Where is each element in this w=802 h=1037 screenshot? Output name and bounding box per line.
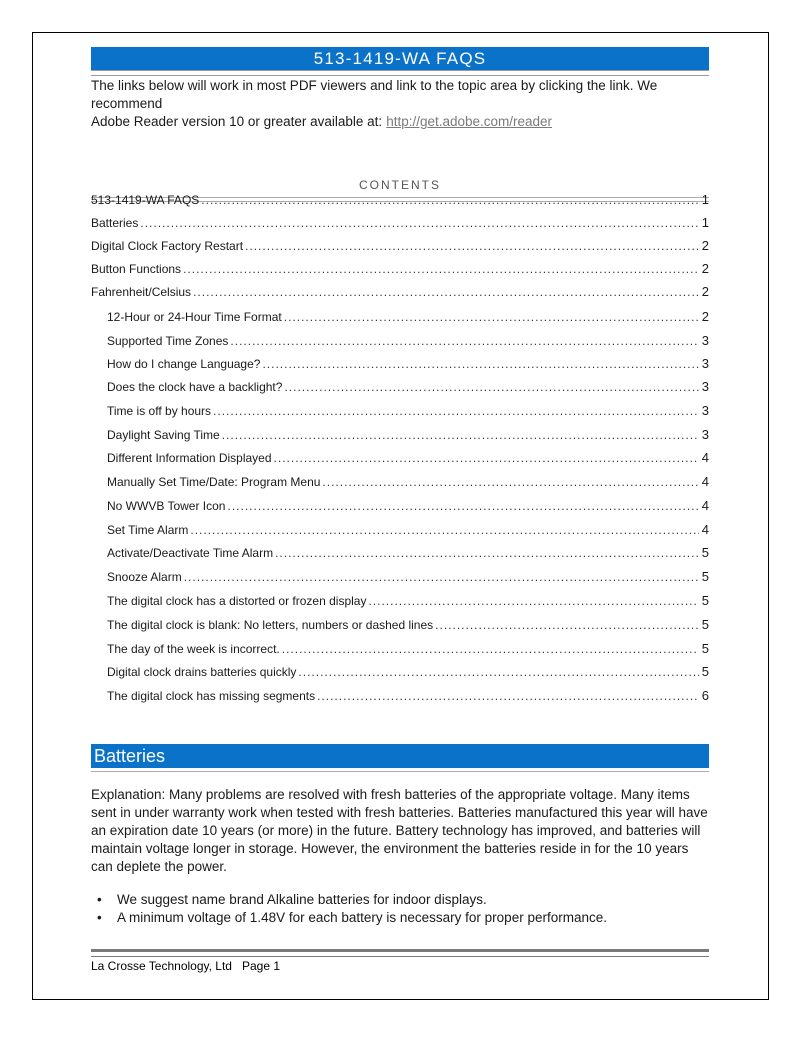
toc-entry-page[interactable]: 2 (701, 261, 709, 276)
toc-leader-dots (230, 334, 698, 348)
list-item (91, 909, 709, 927)
toc-leader-dots (184, 570, 699, 584)
toc-entry-label[interactable]: The digital clock has missing segments (107, 689, 316, 703)
footer-rule (91, 949, 709, 957)
toc-entry-label[interactable]: Supported Time Zones (107, 334, 229, 348)
toc-leader-dots (284, 310, 699, 324)
toc-entry-label[interactable]: Batteries (91, 216, 139, 230)
toc-entry-label[interactable]: 513-1419-WA FAQS (91, 193, 200, 207)
batteries-heading: Batteries (91, 744, 709, 768)
toc-entry[interactable] (91, 309, 709, 324)
batteries-bullet-list (91, 891, 709, 927)
toc-entry[interactable] (91, 617, 709, 632)
toc-entry-page[interactable]: 1 (701, 192, 709, 207)
toc-leader-dots (193, 285, 699, 299)
toc-entry[interactable] (91, 474, 709, 489)
list-item (91, 891, 709, 909)
toc-entry-label[interactable]: The digital clock has a distorted or frozen display (107, 594, 367, 608)
toc-entry-label[interactable]: Button Functions (91, 262, 182, 276)
batteries-explanation: Explanation: Many problems are resolved with fresh batteries of the appropriate voltage. Many items sent in under warranty work when tested with fresh batteries. Batteries manufactured this year will have an expiration date 10 years (or more) in the future. Battery technology has improved, and batteries will maintain voltage longer in storage. However, the environment the batteries reside in for the 10 years can deplete the power. (91, 787, 708, 874)
toc-leader-dots (284, 380, 698, 394)
toc-leader-dots (190, 523, 698, 537)
toc-entry-page[interactable]: 3 (701, 333, 709, 348)
toc-entry[interactable] (91, 664, 709, 679)
document-title: 513-1419-WA FAQS (91, 47, 709, 70)
toc-entry[interactable] (91, 215, 709, 230)
toc-leader-dots (222, 428, 699, 442)
toc-entry-page[interactable]: 4 (701, 498, 709, 513)
toc-entry-label[interactable]: Daylight Saving Time (107, 428, 220, 442)
toc-leader-dots (282, 642, 699, 656)
toc-entry-page[interactable]: 4 (701, 522, 709, 537)
toc-entry-label[interactable]: No WWVB Tower Icon (107, 499, 226, 513)
toc-leader-dots (140, 216, 698, 230)
toc-leader-dots (183, 262, 699, 276)
toc-entry-label[interactable]: Snooze Alarm (107, 570, 182, 584)
toc-entry-page[interactable]: 5 (701, 641, 709, 656)
toc-entry-label[interactable]: Time is off by hours (107, 404, 212, 418)
toc-entry[interactable] (91, 427, 709, 442)
toc-entry-page[interactable]: 2 (701, 284, 709, 299)
toc-entry[interactable] (91, 688, 709, 703)
adobe-reader-link[interactable]: http://get.adobe.com/reader (386, 114, 553, 129)
toc-leader-dots (262, 357, 698, 371)
bullet-text: We suggest name brand Alkaline batteries for indoor displays. (117, 892, 487, 907)
toc-entry-label[interactable]: Manually Set Time/Date: Program Menu (107, 475, 321, 489)
intro-text (91, 77, 709, 131)
toc-entry-label[interactable]: Fahrenheit/Celsius (91, 285, 192, 299)
toc-leader-dots (275, 546, 699, 560)
contents-heading: CONTENTS (359, 178, 441, 192)
toc-entry-label[interactable]: Activate/Deactivate Time Alarm (107, 546, 274, 560)
toc-leader-dots (317, 689, 699, 703)
toc-entry-label[interactable]: The digital clock is blank: No letters, numbers or dashed lines (107, 618, 434, 632)
toc-entry-page[interactable]: 5 (701, 664, 709, 679)
toc-leader-dots (227, 499, 698, 513)
toc-leader-dots (322, 475, 698, 489)
toc-entry-page[interactable]: 1 (701, 215, 709, 230)
toc-entry[interactable] (91, 522, 709, 537)
toc-entry[interactable] (91, 403, 709, 418)
toc-entry[interactable] (91, 569, 709, 584)
toc-leader-dots (298, 665, 698, 679)
bullet-icon: • (97, 892, 102, 907)
toc-entry-page[interactable]: 2 (701, 238, 709, 253)
title-rule (91, 70, 709, 76)
toc-entry-label[interactable]: 12-Hour or 24-Hour Time Format (107, 310, 282, 324)
toc-entry-label[interactable]: Set Time Alarm (107, 523, 189, 537)
toc-entry-page[interactable]: 5 (701, 569, 709, 584)
toc-entry-label[interactable]: The day of the week is incorrect. (107, 642, 280, 656)
toc-entry[interactable] (91, 261, 709, 276)
toc-entry-page[interactable]: 3 (701, 356, 709, 371)
toc-entry-label[interactable]: How do I change Language? (107, 357, 261, 371)
toc-leader-dots (368, 594, 698, 608)
toc-leader-dots (245, 239, 699, 253)
toc-entry[interactable] (91, 192, 709, 207)
batteries-rule (91, 768, 709, 772)
intro-line-1: The links below will work in most PDF viewers and link to the topic area by clicking the link. We recommend (91, 78, 658, 111)
toc-entry[interactable] (91, 641, 709, 656)
toc-entry-page[interactable]: 5 (701, 593, 709, 608)
intro-line-2: Adobe Reader version 10 or greater available at: (91, 114, 383, 129)
toc-entry-page[interactable]: 4 (701, 474, 709, 489)
toc-leader-dots (435, 618, 699, 632)
toc-leader-dots (213, 404, 699, 418)
toc-entry[interactable] (91, 450, 709, 465)
toc-entry[interactable] (91, 593, 709, 608)
bullet-text: A minimum voltage of 1.48V for each battery is necessary for proper performance. (117, 910, 607, 925)
toc-entry[interactable] (91, 498, 709, 513)
toc-entry-page[interactable]: 5 (701, 545, 709, 560)
toc-entry[interactable] (91, 284, 709, 299)
toc-entry[interactable] (91, 379, 709, 394)
header-section (91, 47, 709, 202)
toc-entry-page[interactable]: 3 (701, 379, 709, 394)
toc-entry[interactable] (91, 545, 709, 560)
toc-entry-label[interactable]: Different Information Displayed (107, 451, 272, 465)
toc-entry[interactable] (91, 238, 709, 253)
toc-entry-page[interactable]: 6 (701, 688, 709, 703)
toc-leader-dots (201, 193, 698, 207)
toc-entry-label[interactable]: Does the clock have a backlight? (107, 380, 283, 394)
toc-entry-label[interactable]: Digital Clock Factory Restart (91, 239, 244, 253)
toc-entry-page[interactable]: 3 (701, 403, 709, 418)
toc-entry[interactable] (91, 333, 709, 348)
toc-leader-dots (274, 451, 699, 465)
toc-entry-page[interactable]: 5 (701, 617, 709, 632)
page-footer: La Crosse Technology, Ltd Page 1 (91, 959, 281, 973)
toc-entry-label[interactable]: Digital clock drains batteries quickly (107, 665, 297, 679)
toc-entry-page[interactable]: 4 (701, 450, 709, 465)
toc-entry-page[interactable]: 2 (701, 309, 709, 324)
toc-entry-page[interactable]: 3 (701, 427, 709, 442)
toc-entry[interactable] (91, 356, 709, 371)
bullet-icon: • (97, 910, 102, 925)
